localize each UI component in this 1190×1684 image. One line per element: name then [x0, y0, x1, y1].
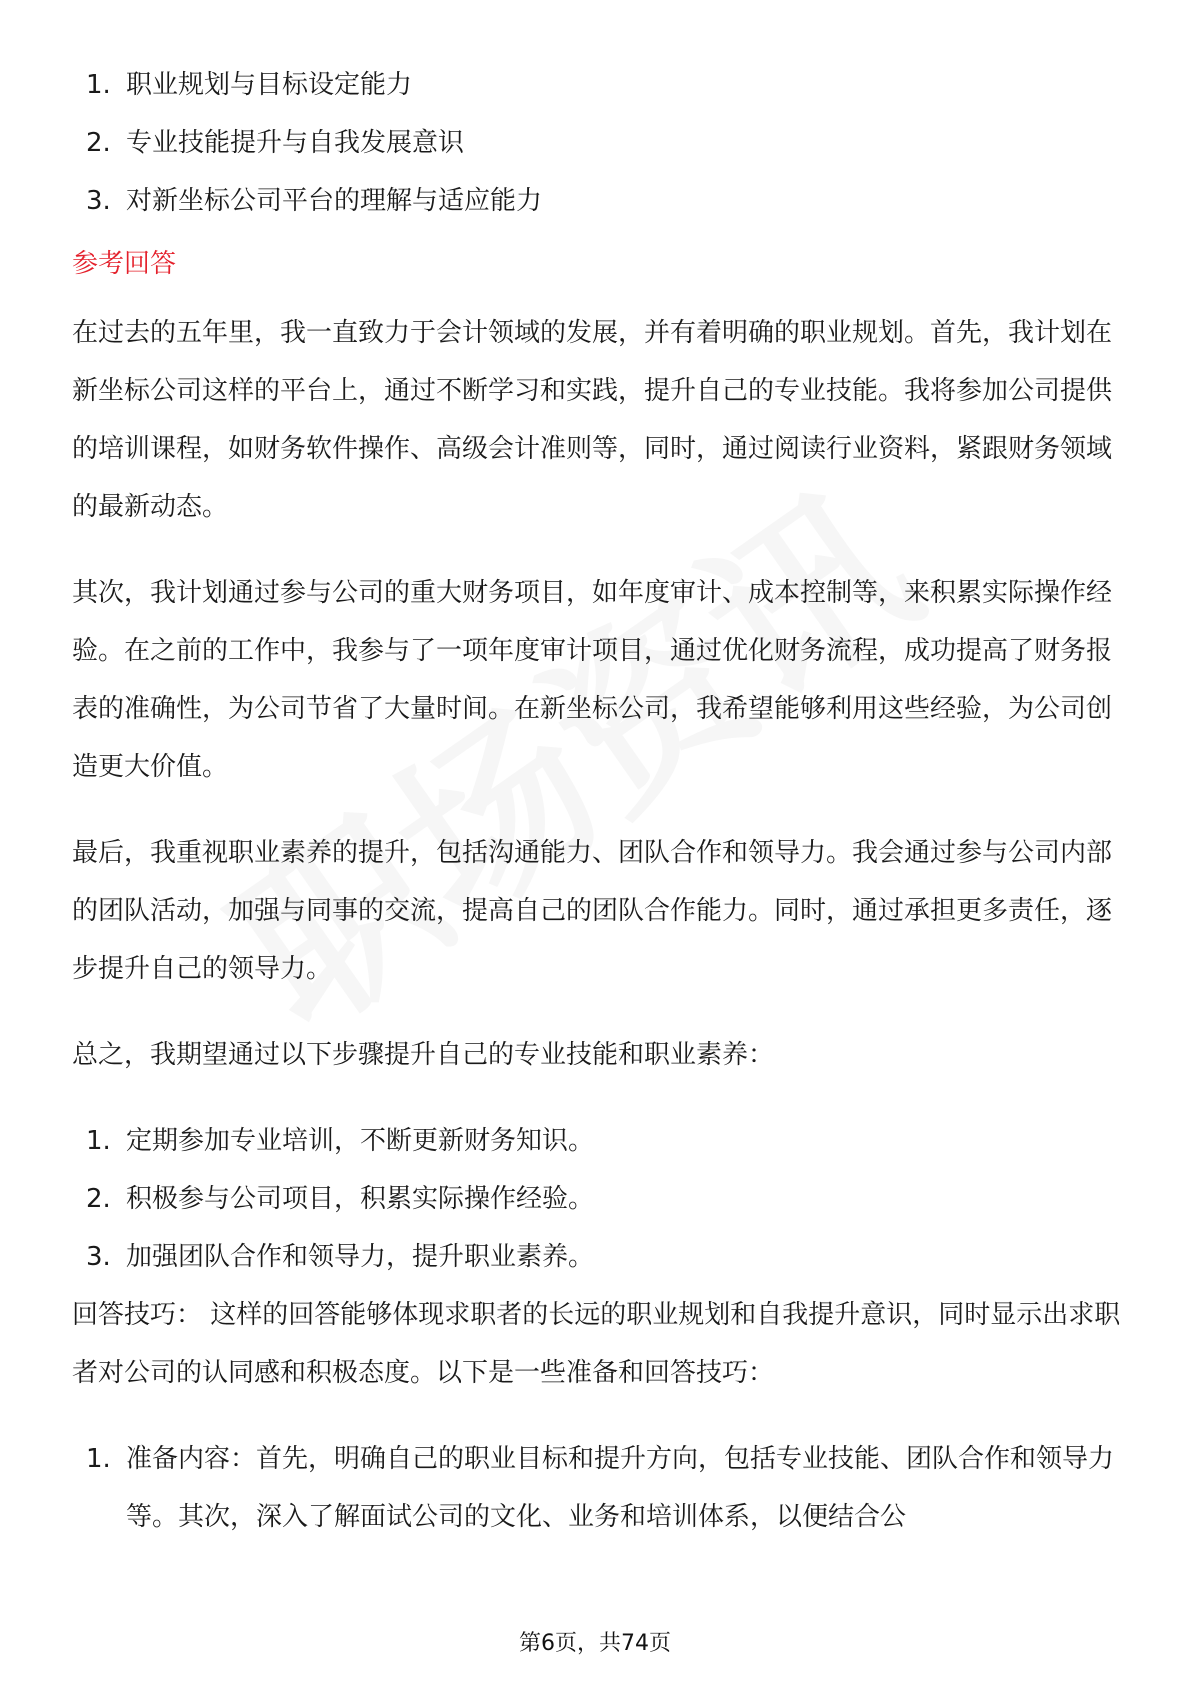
- list-number: 1.: [86, 70, 111, 100]
- paragraph: 最后，我重视职业素养的提升，包括沟通能力、团队合作和领导力。我会通过参与公司内部的团队活动，加强与同事的交流，提高自己的团队合作能力。同时，通过承担更多责任，逐步提升自己的领导力。: [72, 838, 1113, 984]
- list-text: 准备内容：首先，明确自己的职业目标和提升方向，包括专业技能、团队合作和领导力等。其次，深入了解面试公司的文化、业务和培训体系，以便结合公: [126, 1444, 1115, 1532]
- tips-list: [72, 1430, 1122, 1546]
- list-text: 定期参加专业培训，不断更新财务知识。: [126, 1126, 595, 1156]
- list-item: [72, 1170, 1122, 1228]
- document-page: [72, 56, 1122, 1546]
- list-number: 2.: [86, 128, 111, 158]
- list-text: 对新坐标公司平台的理解与适应能力: [126, 186, 543, 216]
- paragraph: 总之，我期望通过以下步骤提升自己的专业技能和职业素养：: [72, 1040, 775, 1070]
- reference-answer-heading: 参考回答: [72, 249, 177, 279]
- paragraph: 其次，我计划通过参与公司的重大财务项目，如年度审计、成本控制等，来积累实际操作经验。在之前的工作中，我参与了一项年度审计项目，通过优化财务流程，成功提高了财务报表的准确性，为公司节省了大量时间。在新坐标公司，我希望能够利用这些经验，为公司创造更大价值。: [72, 578, 1113, 782]
- list-item: [72, 172, 1122, 230]
- list-item: [72, 1112, 1122, 1170]
- list-number: 3.: [86, 1242, 111, 1272]
- list-text: 专业技能提升与自我发展意识: [126, 128, 465, 158]
- list-text: 加强团队合作和领导力，提升职业素养。: [126, 1242, 595, 1272]
- tips-paragraph: 回答技巧： 这样的回答能够体现求职者的长远的职业规划和自我提升意识，同时显示出求职者对公司的认同感和积极态度。以下是一些准备和回答技巧：: [72, 1300, 1121, 1388]
- list-number: 1.: [86, 1444, 111, 1474]
- list-number: 1.: [86, 1126, 111, 1156]
- list-item: [72, 1228, 1122, 1286]
- page-footer: 第6页，共74页: [519, 1631, 671, 1656]
- list-text: 积极参与公司项目，积累实际操作经验。: [126, 1184, 595, 1214]
- paragraph: 在过去的五年里，我一直致力于会计领域的发展，并有着明确的职业规划。首先，我计划在新坐标公司这样的平台上，通过不断学习和实践，提升自己的专业技能。我将参加公司提供的培训课程，如财务软件操作、高级会计准则等，同时，通过阅读行业资料，紧跟财务领域的最新动态。: [72, 318, 1113, 522]
- list-item: [72, 56, 1122, 114]
- list-number: 2.: [86, 1184, 111, 1214]
- list-item: [72, 114, 1122, 172]
- list-text: 职业规划与目标设定能力: [126, 70, 413, 100]
- top-list: [72, 56, 1122, 230]
- steps-list: [72, 1112, 1122, 1286]
- list-number: 3.: [86, 186, 111, 216]
- list-item: [72, 1430, 1122, 1546]
